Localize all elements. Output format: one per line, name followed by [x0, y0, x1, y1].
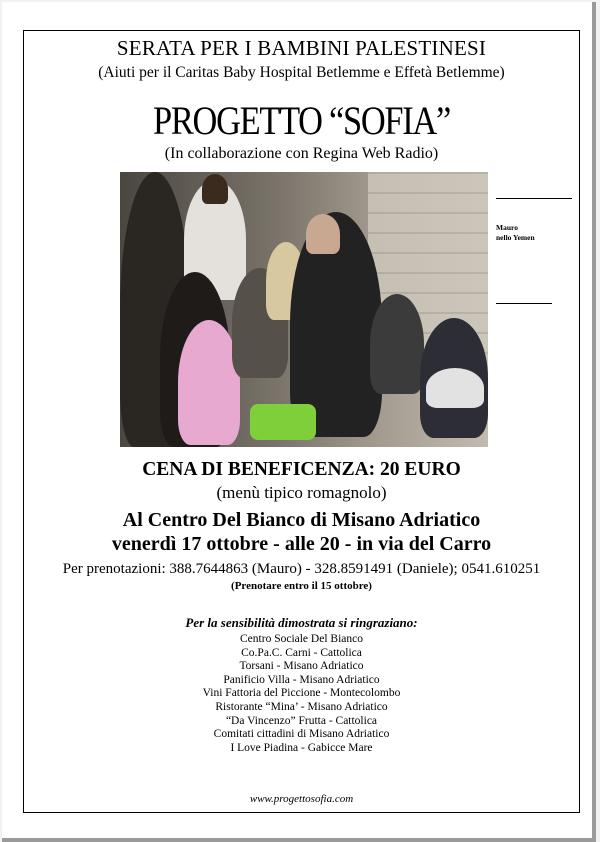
caption-rule-bottom: [496, 303, 552, 304]
sponsor-item: Comitati cittadini di Misano Adriatico: [213, 728, 390, 741]
sponsor-item: Ristorante “Mina’ - Misano Adriatico: [215, 700, 388, 713]
dinner-price: CENA DI BENEFICENZA: 20 EURO: [142, 459, 461, 480]
document-page: [2, 2, 596, 842]
sponsor-item: Panificio Villa - Misano Adriatico: [223, 673, 380, 686]
sponsor-item: “Da Vincenzo” Frutta - Cattolica: [225, 714, 378, 727]
children-photo: [120, 172, 488, 447]
sponsor-item: Centro Sociale Del Bianco: [240, 633, 363, 645]
menu-note: (menù tipico romagnolo): [216, 483, 387, 502]
project-name: PROGETTO “SOFIA”: [153, 98, 450, 143]
event-venue: Al Centro Del Bianco di Misano Adriatico: [122, 509, 481, 531]
flyer-frame: [23, 30, 580, 813]
event-subtitle: (Aiuti per il Caritas Baby Hospital Betlemme e Effetà Betlemme): [98, 64, 505, 81]
event-title: SERATA PER I BAMBINI PALESTINESI: [116, 36, 487, 60]
sponsor-list: [24, 633, 579, 755]
sponsor-item: Co.Pa.C. Carni - Cattolica: [241, 646, 362, 659]
reservation-deadline: (Prenotare entro il 15 ottobre): [231, 580, 372, 592]
website-link[interactable]: www.progettosofia.com: [249, 793, 354, 805]
sponsor-item: I Love Piadina - Gabicce Mare: [230, 741, 373, 754]
photo-caption: Mauro nello Yemen: [496, 223, 535, 242]
collaboration-note: (In collaborazione con Regina Web Radio): [164, 145, 439, 162]
sponsor-item: Vini Fattoria del Piccione - Montecolombo: [202, 687, 401, 700]
thanks-heading: Per la sensibilità dimostrata si ringraziano:: [185, 615, 418, 630]
caption-rule-top: [496, 198, 572, 199]
reservation-phones: Per prenotazioni: 388.7644863 (Mauro) - 328.8591491 (Daniele); 0541.610251: [62, 561, 541, 577]
event-datetime: venerdì 17 ottobre - alle 20 - in via del Carro: [111, 533, 492, 555]
sponsor-item: Torsani - Misano Adriatico: [239, 660, 364, 673]
